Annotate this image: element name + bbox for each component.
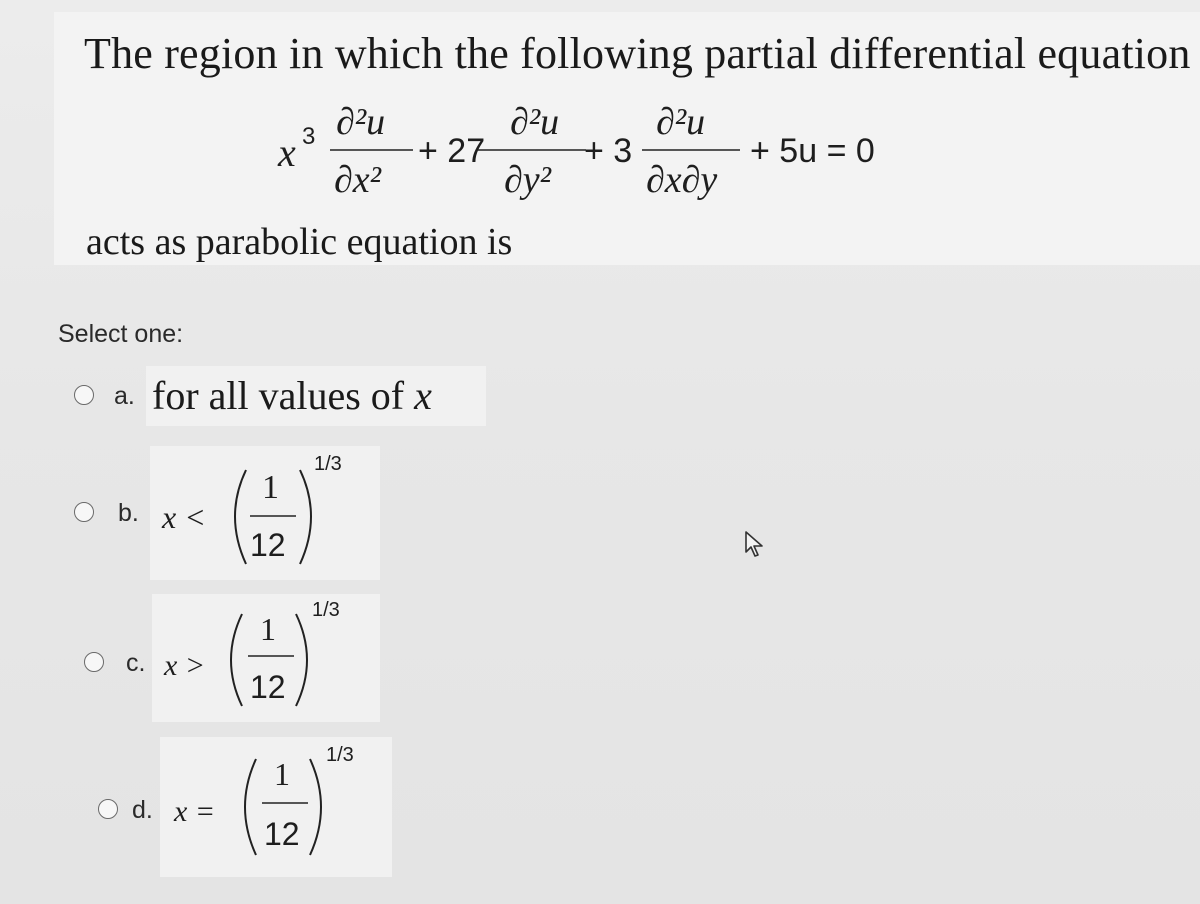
- option-c-expression: [150, 590, 380, 725]
- option-b-left-paren: [235, 470, 246, 564]
- option-c[interactable]: [0, 590, 400, 725]
- eq-term1-num: ∂²u: [336, 101, 386, 143]
- eq-plus-3: + 3: [584, 132, 633, 170]
- pde-equation: [228, 94, 928, 224]
- option-d-exp: 1/3: [326, 744, 354, 766]
- option-c-letter: c.: [126, 649, 146, 677]
- option-d-lhs: x =: [174, 795, 216, 828]
- question-text-line-1: The region in which the following partial differential equation: [84, 29, 1191, 78]
- option-b-lhs: x <: [162, 499, 206, 535]
- option-c-den: 12: [250, 669, 286, 705]
- option-d-den: 12: [264, 816, 300, 852]
- eq-tail: + 5u = 0: [750, 132, 875, 170]
- option-a-text: [152, 372, 432, 419]
- option-c-radio-icon[interactable]: [84, 652, 104, 672]
- option-a-letter: a.: [114, 382, 135, 410]
- option-d[interactable]: [0, 735, 420, 880]
- option-b[interactable]: [0, 440, 400, 585]
- question-box: [54, 12, 1200, 265]
- option-c-right-paren: [296, 614, 307, 706]
- eq-plus-27: + 27: [418, 132, 486, 170]
- eq-term3-den: ∂x∂y: [646, 159, 718, 201]
- option-b-exp: 1/3: [314, 453, 342, 475]
- eq-coef1-base: x: [278, 130, 296, 175]
- option-a-radio-icon[interactable]: [74, 385, 94, 405]
- option-c-num: 1: [260, 611, 276, 647]
- mouse-pointer-icon: [744, 530, 770, 558]
- option-a[interactable]: [0, 360, 500, 430]
- eq-term2-den: ∂y²: [504, 159, 552, 201]
- option-d-num: 1: [274, 756, 290, 792]
- eq-coef1-exp: 3: [302, 123, 316, 150]
- option-b-expression: [150, 440, 380, 585]
- eq-term3-num: ∂²u: [656, 101, 706, 143]
- option-b-radio-icon[interactable]: [74, 502, 94, 522]
- eq-term1-den: ∂x²: [334, 159, 382, 201]
- option-b-den: 12: [250, 527, 286, 563]
- option-c-lhs: x >: [164, 649, 206, 682]
- option-c-left-paren: [231, 614, 242, 706]
- option-d-radio-icon[interactable]: [98, 799, 118, 819]
- option-b-letter: b.: [118, 499, 139, 527]
- option-d-right-paren: [310, 759, 321, 855]
- question-text-line-2: acts as parabolic equation is: [86, 221, 513, 263]
- select-one-label: Select one:: [58, 320, 184, 348]
- option-d-left-paren: [245, 759, 256, 855]
- pde-equation-svg: [228, 94, 928, 224]
- option-b-num: 1: [262, 469, 279, 506]
- eq-term2-num: ∂²u: [510, 101, 560, 143]
- option-d-letter: d.: [132, 796, 153, 824]
- option-a-variable: x: [414, 373, 432, 418]
- option-a-text-prefix: for all values of: [152, 373, 405, 418]
- option-b-right-paren: [300, 470, 311, 564]
- option-c-exp: 1/3: [312, 599, 340, 621]
- option-d-expression: [160, 735, 400, 880]
